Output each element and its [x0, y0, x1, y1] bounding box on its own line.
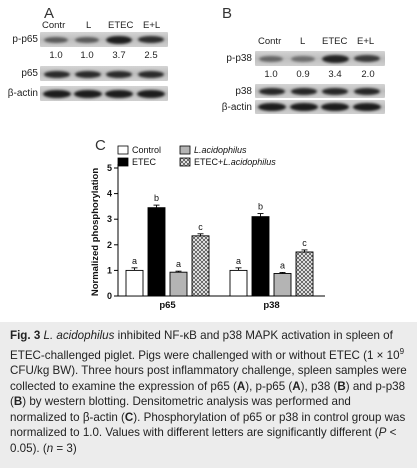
panel-a-lane-l: L	[86, 20, 92, 31]
caption-pval: P	[378, 426, 387, 440]
legend-swatch-etec-l-acidophilus	[180, 158, 190, 166]
bar-p65-etec	[148, 208, 165, 296]
y-axis-label: Normalized phosphorylation	[90, 167, 101, 297]
panel-a-quant-1: 1.0	[49, 50, 63, 61]
y-tick-label: 2	[106, 239, 112, 250]
caption-text-9: < 0.05). (	[10, 426, 397, 456]
y-tick-label: 5	[106, 163, 112, 173]
panel-b-lane-contr: Contr	[258, 36, 282, 47]
caption-ref-a1: A	[236, 379, 246, 393]
bar-p65-etec-l-acidophilus	[192, 236, 209, 296]
figure-caption	[0, 322, 417, 468]
chart-bars	[126, 193, 313, 311]
panel-b-lane-etec: ETEC	[322, 36, 348, 47]
significance-letter: c	[302, 237, 307, 248]
caption-text-2: inhibited NF-κB and p38 MAPK activation in spleen of ETEC-challenged piglet. Pigs were challenged with or without ETEC (1 × 10	[10, 329, 400, 362]
panel-a-lane-contr: Contr	[42, 20, 66, 31]
caption-text-10: = 3)	[53, 442, 77, 456]
significance-letter: a	[279, 260, 286, 271]
legend-label-etec: ETEC	[132, 157, 157, 167]
panel-b-quant-4: 2.0	[361, 69, 375, 80]
caption-text-8: ). Phosphorylation of p65 or p38 in control group was normalized to 1.0. Values with different letters are significantly different (	[10, 410, 406, 440]
caption-ref-c: C	[124, 410, 134, 424]
x-category-label-p38: p38	[263, 300, 280, 311]
panel-a-quant-4: 2.5	[144, 50, 158, 61]
panel-b-row-pp38-label: p-p38	[226, 53, 252, 64]
y-tick-label: 4	[106, 188, 112, 199]
y-tick-label: 0	[106, 291, 112, 301]
significance-letter: a	[235, 255, 242, 266]
panel-b-quant-3: 3.4	[328, 69, 342, 80]
caption-ref-a2: A	[292, 379, 301, 393]
legend-swatch-etec	[118, 158, 128, 166]
panel-a-lane-etec: ETEC	[108, 20, 134, 31]
y-tick-label: 1	[106, 265, 112, 276]
caption-sup: 9	[399, 346, 405, 356]
legend-swatch-l-acidophilus	[180, 146, 190, 154]
caption-text-5: ), p38 (	[300, 379, 338, 393]
bar-p38-l-acidophilus	[274, 273, 291, 296]
panel-b-quant-2: 0.9	[296, 69, 310, 80]
legend-label-control: Control	[132, 145, 162, 155]
caption-species: L. acidophilus	[43, 329, 115, 342]
panel-b-lane-el: E+L	[357, 36, 375, 47]
legend-label-etec-l-acidophilus: ETEC+L.acidophilus	[194, 157, 276, 167]
panel-b-letter: B	[222, 5, 233, 22]
bar-p38-control	[230, 270, 247, 296]
panel-a-row-pp65-label: p-p65	[12, 34, 38, 45]
bar-p65-control	[126, 270, 143, 296]
caption-text-3: CFU/kg BW). Three hours post inflammatory challenge, spleen samples were collected to examine the expression of p65 (	[10, 364, 407, 393]
x-category-label-p65: p65	[159, 300, 176, 311]
panel-a-letter: A	[44, 5, 55, 22]
significance-letter: b	[153, 193, 160, 204]
legend-label-l-acidophilus: L.acidophilus	[194, 145, 247, 155]
panel-b-lane-l: L	[300, 36, 306, 47]
panel-a-quant-3: 3.7	[112, 50, 126, 61]
panel-a-row-p65-label: p65	[21, 68, 38, 79]
caption-text-7: ) by western blotting. Densitometric analysis was performed and normalized to β-actin (	[10, 395, 351, 424]
bar-p38-etec-l-acidophilus	[296, 252, 313, 296]
significance-letter: c	[198, 221, 203, 232]
caption-fig-label: Fig. 3	[10, 329, 41, 342]
bar-p65-l-acidophilus	[170, 272, 187, 296]
caption-n: n	[46, 442, 54, 456]
panel-c-letter: C	[95, 137, 106, 154]
y-tick-label: 3	[106, 214, 112, 225]
panel-a-quant-2: 1.0	[80, 50, 94, 61]
caption-ref-b2: B	[13, 395, 23, 409]
panel-a-row-actin-label: β-actin	[7, 88, 38, 99]
caption-text-6: ) and p-p38 (	[10, 379, 406, 409]
panel-b-row-p38-label: p38	[235, 86, 252, 97]
significance-letter: b	[257, 201, 264, 212]
panel-b-quant-1: 1.0	[264, 69, 278, 80]
significance-letter: a	[175, 259, 182, 270]
legend-swatch-control	[118, 146, 128, 154]
chart-legend	[118, 145, 276, 167]
panel-a-lane-el: E+L	[143, 20, 161, 31]
significance-letter: a	[131, 255, 138, 266]
panel-b-row-actin-label: β-actin	[221, 102, 252, 113]
caption-ref-b1: B	[337, 379, 346, 393]
caption-text-4: ), p-p65 (	[245, 379, 293, 393]
bar-p38-etec	[252, 217, 269, 296]
